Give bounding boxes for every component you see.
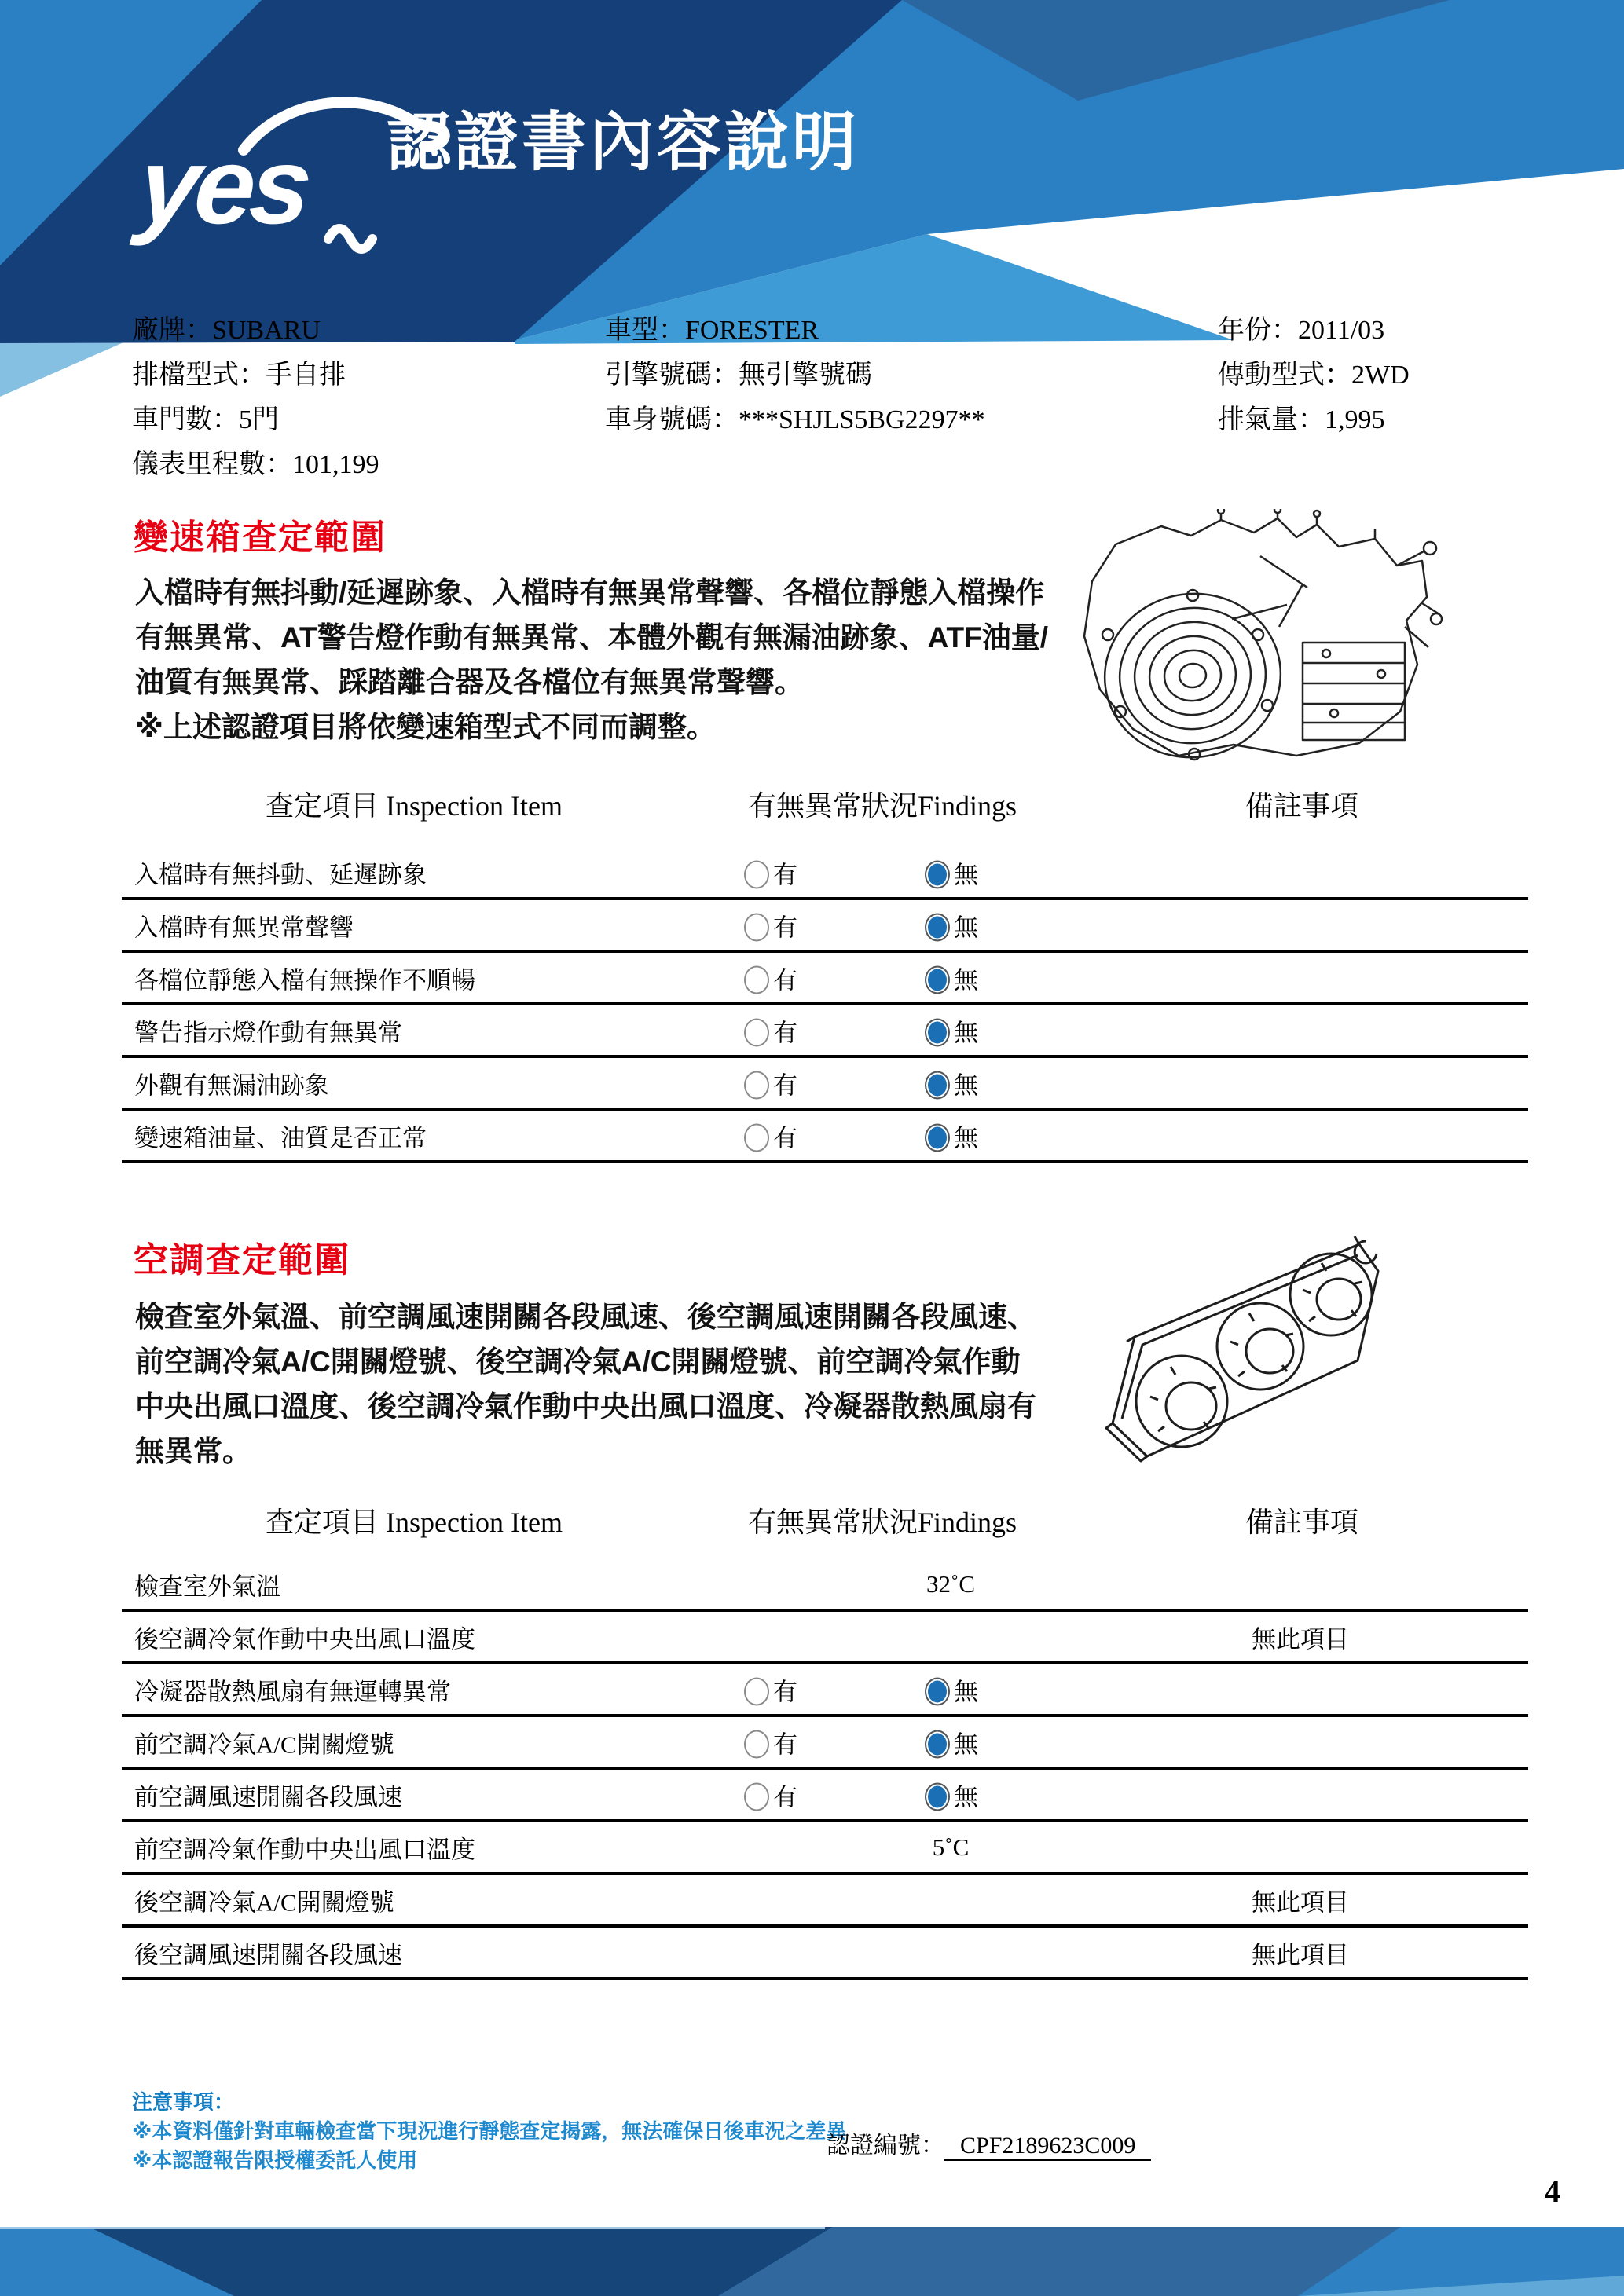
radio-yes: 有: [744, 1065, 797, 1100]
ac-section-title: 空調查定範圍: [134, 1241, 350, 1280]
radio-no-selected: 無: [925, 1672, 978, 1707]
radio-no-selected: 無: [925, 1118, 978, 1153]
radio-yes: 有: [744, 1672, 797, 1707]
column-header-remarks: 備註事項: [1245, 790, 1359, 822]
certificate-label: 認證編號：: [827, 2133, 944, 2159]
radio-yes: 有: [744, 960, 797, 995]
radio-empty-icon: [744, 1782, 769, 1811]
inspection-item: 冷凝器散熱風扇有無運轉異常: [134, 1678, 451, 1705]
info-line: 傳動型式：2WD: [1218, 361, 1410, 390]
info-line: 排氣量：1,995: [1218, 405, 1385, 434]
inspection-item: 入檔時有無異常聲響: [134, 914, 354, 941]
table-row: [122, 1822, 1528, 1875]
table-row: [122, 1612, 1528, 1664]
radio-no-selected: 無: [925, 907, 978, 943]
finding-value: 5˚C: [932, 1833, 970, 1861]
inspection-item: 後空調冷氣作動中央出風口溫度: [134, 1625, 475, 1653]
inspection-item: 前空調冷氣作動中央出風口溫度: [134, 1836, 475, 1863]
radio-no-selected: 無: [925, 960, 978, 995]
certificate-number-line: [827, 2126, 1151, 2160]
info-line: 車型：FORESTER: [605, 316, 819, 345]
radio-filled-icon: [925, 1730, 950, 1758]
table-row: [122, 1664, 1528, 1717]
radio-no-selected: 無: [925, 1065, 978, 1100]
ac-control-illustration: [1098, 1225, 1391, 1465]
radio-yes: 有: [744, 855, 797, 890]
radio-no-selected: 無: [925, 1013, 978, 1048]
caution-line: ※本資料僅針對車輛檢查當下現況進行靜態查定揭露，無法確保日後車況之差異: [132, 2119, 847, 2143]
radio-filled-icon: [925, 1018, 950, 1046]
description-line: 入檔時有無抖動/延遲跡象、入檔時有無異常聲響、各檔位靜態入檔操作: [135, 577, 1045, 609]
document-title: 認證書內容說明: [387, 107, 860, 178]
inspection-item: 後空調風速開關各段風速: [134, 1941, 402, 1968]
radio-filled-icon: [925, 913, 950, 941]
info-line: 車門數：5門: [132, 405, 279, 434]
radio-no-selected: 無: [925, 1724, 978, 1760]
vehicle-info-col3: [1218, 308, 1410, 442]
radio-empty-icon: [744, 1730, 769, 1758]
radio-yes: 有: [744, 1777, 797, 1812]
column-header-item: 查定項目 Inspection Item: [266, 1507, 563, 1538]
inspection-item: 各檔位靜態入檔有無操作不順暢: [134, 966, 475, 994]
table-row: [122, 1770, 1528, 1822]
radio-filled-icon: [925, 965, 950, 994]
transmission-inspection-table: [122, 848, 1528, 1163]
radio-empty-icon: [744, 1123, 769, 1152]
column-header-remarks: 備註事項: [1245, 1507, 1359, 1538]
inspection-item: 入檔時有無抖動、延遲跡象: [134, 861, 427, 888]
ac-table-header: [122, 1500, 1528, 1540]
description-line: 檢查室外氣溫、前空調風速開關各段風速、後空調風速開關各段風速、: [135, 1301, 1036, 1333]
info-line: 車身號碼：***SHJLS5BG2297**: [605, 405, 985, 434]
info-line: 年份：2011/03: [1218, 316, 1385, 345]
radio-empty-icon: [744, 1018, 769, 1046]
transmission-section-description: [135, 570, 1048, 749]
info-line: 排檔型式：手自排: [132, 361, 346, 390]
transmission-section-title: 變速箱查定範圍: [134, 518, 387, 557]
description-line: ※上述認證項目將依變速箱型式不同而調整。: [135, 711, 716, 743]
inspection-item: 後空調冷氣A/C開關燈號: [134, 1888, 394, 1916]
page-number: 4: [1545, 2173, 1560, 2209]
column-header-findings: 有無異常狀況Findings: [747, 790, 1017, 822]
table-row: [122, 1717, 1528, 1770]
table-row: [122, 1005, 1528, 1058]
table-row: [122, 1111, 1528, 1163]
radio-yes: 有: [744, 1724, 797, 1760]
radio-no-selected: 無: [925, 855, 978, 890]
radio-empty-icon: [744, 913, 769, 941]
remark-text: 無此項目: [1252, 1941, 1349, 1968]
inspection-item: 警告指示燈作動有無異常: [134, 1019, 402, 1046]
finding-value: 32˚C: [926, 1569, 975, 1598]
vehicle-info-col1: [132, 308, 379, 487]
caution-heading: 注意事項：: [132, 2090, 235, 2114]
footer-banner: [0, 2227, 1624, 2296]
description-line: 中央出風口溫度、後空調冷氣作動中央出風口溫度、冷凝器散熱風扇有: [135, 1390, 1036, 1423]
table-row: [122, 900, 1528, 953]
remark-text: 無此項目: [1252, 1625, 1349, 1653]
info-line: 儀表里程數：101,199: [132, 450, 379, 479]
radio-yes: 有: [744, 1013, 797, 1048]
info-line: 廠牌：SUBARU: [132, 316, 321, 345]
ac-inspection-table: [122, 1559, 1528, 1980]
table-row: [122, 848, 1528, 900]
caution-notes: [132, 2088, 846, 2175]
column-header-findings: 有無異常狀況Findings: [747, 1507, 1017, 1538]
table-row: [122, 1058, 1528, 1111]
table-row: [122, 953, 1528, 1005]
column-header-item: 查定項目 Inspection Item: [266, 790, 563, 822]
inspection-item: 前空調冷氣A/C開關燈號: [134, 1730, 394, 1758]
table-row: [122, 1928, 1528, 1980]
description-line: 前空調冷氣A/C開關燈號、後空調冷氣A/C開關燈號、前空調冷氣作動: [135, 1346, 1021, 1378]
description-line: 有無異常、AT警告燈作動有無異常、本體外觀有無漏油跡象、ATF油量/: [135, 621, 1049, 654]
caution-line: ※本認證報告限授權委託人使用: [132, 2148, 418, 2172]
radio-empty-icon: [744, 1071, 769, 1099]
radio-empty-icon: [744, 1677, 769, 1705]
ac-section-description: [135, 1294, 1036, 1474]
description-line: 油質有無異常、踩踏離合器及各檔位有無異常聲響。: [135, 666, 804, 698]
radio-empty-icon: [744, 860, 769, 888]
logo-text: yes: [133, 126, 313, 247]
inspection-item: 外觀有無漏油跡象: [134, 1071, 329, 1099]
info-line: 引擎號碼：無引擎號碼: [605, 361, 872, 390]
inspection-item: 變速箱油量、油質是否正常: [134, 1124, 427, 1152]
radio-filled-icon: [925, 1782, 950, 1811]
radio-filled-icon: [925, 1071, 950, 1099]
inspection-item: 檢查室外氣溫: [134, 1573, 280, 1600]
transmission-illustration: [1067, 509, 1444, 764]
table-row: [122, 1875, 1528, 1928]
inspection-item: 前空調風速開關各段風速: [134, 1783, 402, 1811]
remark-text: 無此項目: [1252, 1888, 1349, 1916]
radio-no-selected: 無: [925, 1777, 978, 1812]
table-row: [122, 1559, 1528, 1612]
certificate-number: CPF2189623C009: [944, 2133, 1151, 2161]
radio-filled-icon: [925, 860, 950, 888]
radio-empty-icon: [744, 965, 769, 994]
radio-filled-icon: [925, 1677, 950, 1705]
radio-yes: 有: [744, 1118, 797, 1153]
radio-yes: 有: [744, 907, 797, 943]
radio-filled-icon: [925, 1123, 950, 1152]
transmission-table-header: [122, 784, 1528, 823]
vehicle-info-col2: [605, 308, 985, 442]
description-line: 無異常。: [135, 1435, 251, 1467]
